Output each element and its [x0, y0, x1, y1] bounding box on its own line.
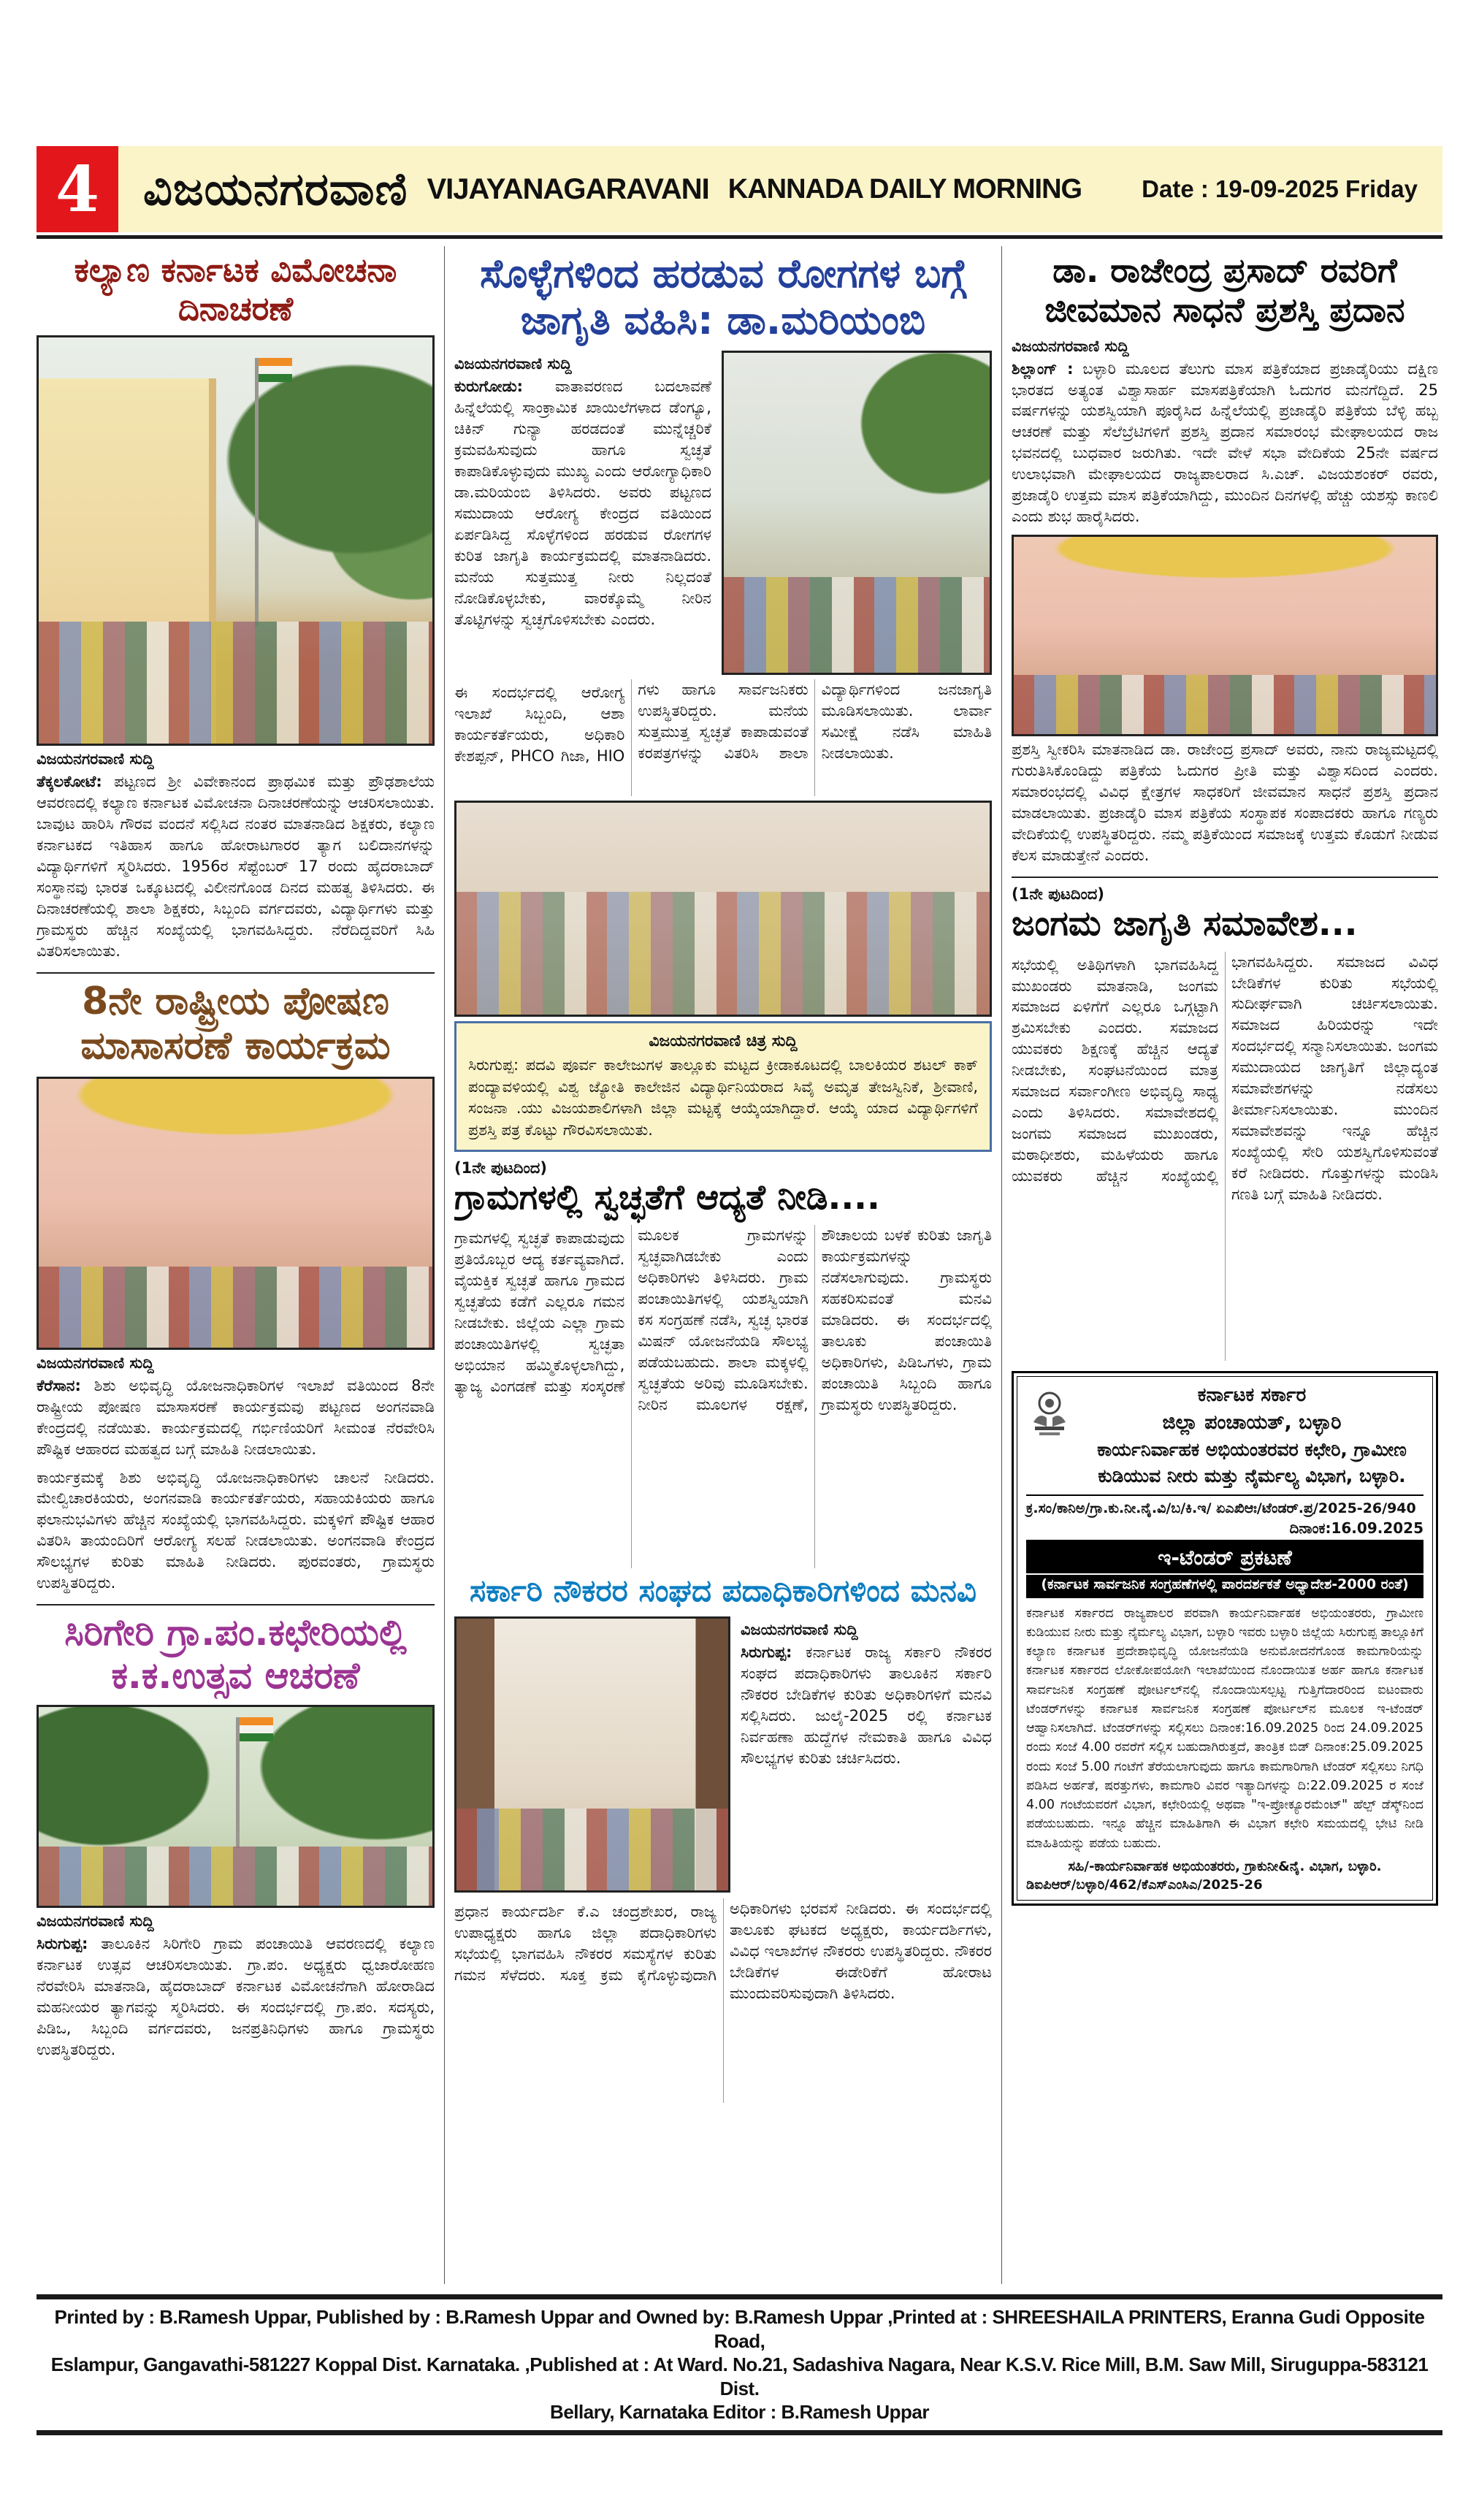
notice-reference-number: ಕ್ರ.ಸಂ/ಕಾನಿಅ/ಗ್ರಾ.ಕು.ನೀ.ನೈ.ವಿ/ಬ/ಕಿ.ಇ/ ಏಎಖಿಆಃ/ಟೆಂಡರ್.ಪ್ರ/2025-26/940	[1026, 1494, 1423, 1516]
crowd-graphic	[39, 1267, 432, 1347]
crowd-graphic	[456, 1809, 728, 1890]
flagpole-graphic	[255, 358, 259, 626]
photo-award-ceremony-group	[1012, 535, 1438, 736]
imprint-footer	[37, 2294, 1442, 2435]
column-divider	[1001, 246, 1002, 2284]
dateline: ಕುರುಗೋಡು:	[454, 378, 524, 396]
masthead-english-title: VIJAYANAGARAVANI	[427, 172, 709, 205]
dateline: ಸಿರುಗುಪ್ಪ:	[741, 1643, 792, 1661]
notice-body: ಕರ್ನಾಟಕ ಸರ್ಕಾರದ ರಾಜ್ಯಪಾಲರ ಪರವಾಗಿ ಕಾರ್ಯನಿರ್ವಾಹಕ ಅಭಿಯಂತರರು, ಗ್ರಾಮೀಣ ಕುಡಿಯುವ ನೀರು ಮತ್ತು ನೈರ್ಮಲ್ಯ ವಿಭಾಗ, ಬಳ್ಳಾರಿ ಇವರು ಬಳ್ಳಾರಿ ಜಿಲ್ಲೆಯ ಸಿರುಗುಪ್ಪ ತಾಲ್ಲೂಕಿಗೆ ಕಲ್ಯಾಣ ಕರ್ನಾಟಕ ಪ್ರದೇಶಾಭಿವೃದ್ಧಿ ಯೋಜನೆಯಡಿ ಅನುಮೋದನೆಗೊಂಡ ಕಾಮಗಾರಿಯನ್ನು ಕರ್ನಾಟಕ ಸರ್ಕಾರದ ಲೋಕೋಪಯೋಗಿ ಇಲಾಖೆಯಿಂದ ನೊಂದಾಯಿತ ಅರ್ಹ ಹಾಗೂ ಕರ್ನಾಟಕ ಸಾರ್ವಜನಿಕ ಸಂಗ್ರಹಣೆ ಪೋರ್ಟಲ್‌ನಲ್ಲಿ ನೊಂದಾಯಿಸಲ್ಪಟ್ಟ ಗುತ್ತಿಗೆದಾರರಿಂದ ಐಟಂವಾರು ಟೆಂಡರ್‌ಗಳನ್ನು ಕರ್ನಾಟಕ ಸಾರ್ವಜನಿಕ ಸಂಗ್ರಹಣೆ ಪೋರ್ಟಲ್‌ನ ಮೂಲಕ ಇ-ಟೆಂಡರ್ ಆಹ್ವಾನಿಸಲಾಗಿದೆ. ಟೆಂಡರ್‌ಗಳನ್ನು ಸಲ್ಲಿಸಲು ದಿನಾಂಕ:16.09.2025 ರಿಂದ 24.09.2025 ರಂದು ಸಂಜೆ 4.00 ರವರೆಗೆ ಸಲ್ಲಿಸ ಬಹುದಾಗಿರುತ್ತದೆ, ತಾಂತ್ರಿಕ ಬಿಡ್ ದಿನಾಂಕ:25.09.2025 ರಂದು ಸಂಜೆ 5.00 ಗಂಟೆಗೆ ತೆರೆಯಲಾಗುವುದು ಹಾಗೂ ಕಾಮಗಾರಿಗಾಗಿ ಟೆಂಡರ್ ಸಲ್ಲಿಸಲು ನಿಗಧಿ ಪಡಿಸಿದ ಅರ್ಹತೆ, ಷರತ್ತುಗಳು, ಕಾಮಗಾರಿ ವಿವರ ಇತ್ಯಾದಿಗಳನ್ನು ದಿ:22.09.2025 ರ ಸಂಜೆ 4.00 ಗಂಟೆಯವರಗೆ ವಿಭಾಗ, ಕಛೇರಿಯಲ್ಲಿ ಅಥವಾ "ಇ-ಪ್ರೋಕ್ಯೂರಮೆಂಟ್" ಹೆಲ್ಪ್ ಡೆಸ್ಕ್‌ನಿಂದ ಪಡೆಯಬಹುದು. ಇನ್ನೂ ಹೆಚ್ಚಿನ ಮಾಹಿತಿಗಾಗಿ ಈ ವಿಭಾಗ ಕಛೇರಿ ಸಮಯದಲ್ಲಿ ಭೇಟಿ ನೀಡಿ ಮಾಹಿತಿಯನ್ನು ಪಡೆಯ ಬಹುದು.	[1026, 1605, 1423, 1851]
article-divider	[1012, 877, 1438, 878]
masthead-banner	[118, 146, 1442, 232]
article-jangama-convention	[1012, 885, 1438, 1360]
body-text: ವಾತಾವರಣದ ಬದಲಾವಣೆ ಹಿನ್ನೆಲೆಯಲ್ಲಿ ಸಾಂಕ್ರಾಮಿಕ ಖಾಯಿಲೆಗಳಾದ ಡೆಂಗ್ಯೂ, ಚಿಕಿನ್ ಗುನ್ಯಾ ಹರಡದಂತೆ ಮುನ್ನೆಚ್ಚರಿಕೆ ಕ್ರಮವಹಿಸುವುದು ಹಾಗೂ ಸ್ವಚ್ಛತೆ ಕಾಪಾಡಿಕೊಳ್ಳುವುದು ಮುಖ್ಯ ಎಂದು ಆರೋಗ್ಯಾಧಿಕಾರಿ ಡಾ.ಮರಿಯಂಬಿ ತಿಳಿಸಿದರು. ಅವರು ಪಟ್ಟಣದ ಸಮುದಾಯ ಆರೋಗ್ಯ ಕೇಂದ್ರದ ವತಿಯಿಂದ ಏರ್ಪಡಿಸಿದ್ದ ಸೊಳ್ಳೆಗಳಿಂದ ಹರಡುವ ರೋಗಗಳ ಕುರಿತ ಜಾಗೃತಿ ಕಾರ್ಯಕ್ರಮದಲ್ಲಿ ಮಾತನಾಡಿದರು. ಮನೆಯ ಸುತ್ತಮುತ್ತ ನೀರು ನಿಲ್ಲದಂತೆ ನೋಡಿಕೊಳ್ಳಬೇಕು, ವಾರಕ್ಕೊಮ್ಮೆ ನೀರಿನ ತೊಟ್ಟಿಗಳನ್ನು ಸ್ವಚ್ಛಗೊಳಿಸಬೇಕು ಎಂದರು.	[454, 378, 711, 629]
crowd-graphic	[456, 892, 990, 1015]
center-column	[454, 246, 992, 2284]
dateline: ಶಿಲ್ಲಾಂಗ್ :	[1012, 359, 1074, 378]
body-text: ಬಳ್ಳಾರಿ ಮೂಲದ ತೆಲುಗು ಮಾಸ ಪತ್ರಿಕೆಯಾದ ಪ್ರಜಾಡೈರಿಯು ದಕ್ಷಿಣ ಭಾರತದ ಅತ್ಯಂತ ವಿಶ್ವಾಸಾರ್ಹ ಮಾಸಪತ್ರಿಕೆಯಾಗಿ ಓದುಗರ ಮನಗೆದ್ದಿದೆ. 25 ವರ್ಷಗಳನ್ನು ಯಶಸ್ವಿಯಾಗಿ ಪೂರೈಸಿದ ಹಿನ್ನೆಲೆಯಲ್ಲಿ ಪ್ರಜಾಡೈರಿ ಪತ್ರಿಕೆಯ ಬೆಳ್ಳಿ ಹಬ್ಬ ಆಚರಣೆ ಮತ್ತು ಸೆಲೆಬ್ರೆಟಿಗಳಿಗೆ ಪ್ರಶಸ್ತಿ ಪ್ರದಾನ ಸಮಾರಂಭ ಮೇಘಾಲಯದ ರಾಜ ಭವನದಲ್ಲಿ ಬುಧವಾರ ಜರುಗಿತು. ಇದೇ ವೇಳೆ ಸಭಾ ವೇದಿಕೆಯ 25ನೇ ವರ್ಷದ ಉಲಾಭವಾಗಿ ಮೇಘಾಲಯದ ರಾಜ್ಯಪಾಲರಾದ ಸಿ.ಎಚ್. ವಿಜಯಶಂಕರ್ ರವರು, ಪ್ರಜಾಡೈರಿ ಉತ್ತಮ ಮಾಸ ಪತ್ರಿಕೆಯಾಗಿದ್ದು, ಮುಂದಿನ ದಿನಗಳಲ್ಲಿ ಹೆಚ್ಚು ಯಶಸ್ಸು ಕಾಣಲಿ ಎಂದು ಶುಭ ಹಾರೈಸಿದರು.	[1012, 359, 1438, 526]
byline: ವಿಜಯನಗರವಾಣಿ ಸುದ್ದಿ	[37, 1912, 154, 1931]
notice-dipr-number: ಡಿಐಪಿಆರ್/ಬಳ್ಳಾರಿ/462/ಕೆಎಸ್ಎಂಸಿಎ/2025-26	[1026, 1876, 1263, 1893]
dateline: ಕೆರೆಸಾನ:	[37, 1376, 81, 1394]
caption-text: ಸಿರುಗುಪ್ಪ: ಪದವಿ ಪೂರ್ವ ಕಾಲೇಜುಗಳ ತಾಲ್ಲೂಕು ಮಟ್ಟದ ಕ್ರೀಡಾಕೂಟದಲ್ಲಿ ಬಾಲಕಿಯರ ಶಟಲ್ ಕಾಕ್ ಪಂದ್ಯಾವಳಿಯಲ್ಲಿ ವಿಶ್ವ ಜ್ಯೋತಿ ಕಾಲೇಜಿನ ವಿದ್ಯಾರ್ಥಿನಿಯರಾದ ಸಿವೈ ಅಮೃತ ತೇಜಸ್ವಿನಿಕೆ, ಶ್ರೀವಾಣಿ, ಸಂಜನಾ .ಯು ವಿಜಯಶಾಲಿಗಳಾಗಿ ಜಿಲ್ಲಾ ಮಟ್ಟಕ್ಕೆ ಆಯ್ಕೆಯಾಗಿದ್ದಾರೆ. ಆಯ್ಕೆ ಯಾದ ವಿದ್ಯಾರ್ಥಿಗಳಿಗೆ ಪ್ರಶಸ್ತಿ ಪತ್ರ ಕೊಟ್ಟು ಗೌರವಿಸಲಾಯಿತು.	[468, 1056, 978, 1139]
masthead-tagline: KANNADA DAILY MORNING	[727, 173, 1082, 205]
tender-notice-box	[1012, 1371, 1438, 1906]
article-divider	[37, 1604, 435, 1605]
body-text: ಸಭೆಯಲ್ಲಿ ಅತಿಥಿಗಳಾಗಿ ಭಾಗವಹಿಸಿದ್ದ ಮುಖಂಡರು ಮಾತನಾಡಿ, ಜಂಗಮ ಸಮಾಜದ ಏಳಿಗೆಗೆ ಎಲ್ಲರೂ ಒಗ್ಗಟ್ಟಾಗಿ ಶ್ರಮಿಸಬೇಕು ಎಂದರು. ಸಮಾಜದ ಯುವಕರು ಶಿಕ್ಷಣಕ್ಕೆ ಹೆಚ್ಚಿನ ಆದ್ಯತೆ ನೀಡಬೇಕು, ಸಂಘಟನೆಯಿಂದ ಮಾತ್ರ ಸಮಾಜದ ಸರ್ವಾಂಗೀಣ ಅಭಿವೃದ್ಧಿ ಸಾಧ್ಯ ಎಂದು ತಿಳಿಸಿದರು. ಸಮಾವೇಶದಲ್ಲಿ ಜಂಗಮ ಸಮಾಜದ ಮುಖಂಡರು, ಮಠಾಧೀಶರು, ಮಹಿಳೆಯರು ಹಾಗೂ ಯುವಕರು ಹೆಚ್ಚಿನ ಸಂಖ್ಯೆಯಲ್ಲಿ ಭಾಗವಹಿಸಿದ್ದರು. ಸಮಾಜದ ವಿವಿಧ ಬೇಡಿಕೆಗಳ ಕುರಿತು ಸಭೆಯಲ್ಲಿ ಸುದೀರ್ಘವಾಗಿ ಚರ್ಚಿಸಲಾಯಿತು. ಸಮಾಜದ ಹಿರಿಯರನ್ನು ಇದೇ ಸಂದರ್ಭದಲ್ಲಿ ಸನ್ಮಾನಿಸಲಾಯಿತು. ಜಂಗಮ ಸಮುದಾಯದ ಜಾಗೃತಿಗೆ ಜಿಲ್ಲಾದ್ಯಂತ ಸಮಾವೇಶಗಳನ್ನು ನಡೆಸಲು ತೀರ್ಮಾನಿಸಲಾಯಿತು. ಮುಂದಿನ ಸಮಾವೇಶವನ್ನು ಇನ್ನೂ ಹೆಚ್ಚಿನ ಸಂಖ್ಯೆಯಲ್ಲಿ ಸೇರಿ ಯಶಸ್ವಿಗೊಳಿಸುವಂತೆ ಕರೆ ನೀಡಿದರು. ಗೊತ್ತುಗಳನ್ನು ಮಂಡಿಸಿ ಗಣತಿ ಬಗ್ಗೆ ಮಾಹಿತಿ ನೀಡಿದರು.	[1012, 952, 1438, 1204]
article-divider	[37, 972, 435, 974]
body-text: ಪ್ರಧಾನ ಕಾರ್ಯದರ್ಶಿ ಕೆ.ಎ ಚಂದ್ರಶೇಖರ, ರಾಜ್ಯ ಉಪಾಧ್ಯಕ್ಷರು ಹಾಗೂ ಜಿಲ್ಲಾ ಪದಾಧಿಕಾರಿಗಳು ಸಭೆಯಲ್ಲಿ ಭಾಗವಹಿಸಿ ನೌಕರರ ಸಮಸ್ಯೆಗಳ ಕುರಿತು ಗಮನ ಸೆಳೆದರು. ಸೂಕ್ತ ಕ್ರಮ ಕೈಗೊಳ್ಳುವುದಾಗಿ ಅಧಿಕಾರಿಗಳು ಭರವಸೆ ನೀಡಿದರು. ಈ ಸಂದರ್ಭದಲ್ಲಿ ತಾಲೂಕು ಘಟಕದ ಅಧ್ಯಕ್ಷರು, ಕಾರ್ಯದರ್ಶಿಗಳು, ವಿವಿಧ ಇಲಾಖೆಗಳ ನೌಕರರು ಉಪಸ್ಥಿತರಿದ್ದರು. ನೌಕರರ ಬೇಡಿಕೆಗಳ ಈಡೇರಿಕೆಗೆ ಹೋರಾಟ ಮುಂದುವರಿಸುವುದಾಗಿ ತಿಳಿಸಿದರು.	[454, 1900, 992, 2002]
headline-sirigeri-utsava: ಸಿರಿಗೇರಿ ಗ್ರಾ.ಪಂ.ಕಛೇರಿಯಲ್ಲಿ ಕ.ಕ.ಉತ್ಸವ ಆಚರಣೆ	[64, 1611, 407, 1698]
body-text: ಪಟ್ಟಣದ ಶ್ರೀ ವಿವೇಕಾನಂದ ಪ್ರಾಥಮಿಕ ಮತ್ತು ಪ್ರೌಢಶಾಲೆಯ ಆವರಣದಲ್ಲಿ ಕಲ್ಯಾಣ ಕರ್ನಾಟಕ ವಿಮೋಚನಾ ದಿನಾಚರಣೆಯನ್ನು ಆಚರಿಸಲಾಯಿತು. ಬಾವುಟ ಹಾರಿಸಿ ಗೌರವ ವಂದನೆ ಸಲ್ಲಿಸಿದ ನಂತರ ಮಾತನಾಡಿದ ಶಿಕ್ಷಕರು, ಕಲ್ಯಾಣ ಕರ್ನಾಟಕದ ಇತಿಹಾಸ ಹಾಗೂ ಹೋರಾಟಗಾರರ ತ್ಯಾಗ ಬಲಿದಾನಗಳನ್ನು ವಿದ್ಯಾರ್ಥಿಗಳಿಗೆ ಸ್ಮರಿಸಿದರು. 1956ರ ಸೆಪ್ಟೆಂಬರ್ 17 ರಂದು ಹೈದರಾಬಾದ್ ಸಂಸ್ಥಾನವು ಭಾರತ ಒಕ್ಕೂಟದಲ್ಲಿ ವಿಲೀನಗೊಂಡ ದಿನದ ಮಹತ್ವ ತಿಳಿಸಿದರು. ಈ ದಿನಾಚರಣೆಯಲ್ಲಿ ಶಾಲಾ ಶಿಕ್ಷಕರು, ಸಿಬ್ಬಂದಿ ವರ್ಗದವರು, ವಿದ್ಯಾರ್ಥಿಗಳು ಮತ್ತು ಗ್ರಾಮಸ್ಥರು ಹೆಚ್ಚಿನ ಸಂಖ್ಯೆಯಲ್ಲಿ ಭಾಗವಹಿಸಿದ್ದರು. ನೆರೆದಿದ್ದವರಿಗೆ ಸಿಹಿ ವಿತರಿಸಲಾಯಿತು.	[37, 773, 435, 960]
article-body-continued	[454, 1898, 992, 2103]
article-body	[741, 1642, 992, 1769]
dateline: ಸಿರುಗುಪ್ಪ:	[37, 1935, 88, 1953]
article-body	[37, 1375, 435, 1460]
body-text: ತಾಲೂಕಿನ ಸಿರಿಗೇರಿ ಗ್ರಾಮ ಪಂಚಾಯಿತಿ ಆವರಣದಲ್ಲಿ ಕಲ್ಯಾಣ ಕರ್ನಾಟಕ ಉತ್ಸವ ಆಚರಿಸಲಾಯಿತು. ಗ್ರಾ.ಪಂ. ಅಧ್ಯಕ್ಷರು ಧ್ವಜಾರೋಹಣ ನೆರವೇರಿಸಿ ಮಾತನಾಡಿ, ಹೈದರಾಬಾದ್ ಕರ್ನಾಟಕ ವಿಮೋಚನೆಗಾಗಿ ಹೋರಾಡಿದ ಮಹನೀಯರ ತ್ಯಾಗವನ್ನು ಸ್ಮರಿಸಿದರು. ಈ ಸಂದರ್ಭದಲ್ಲಿ ಗ್ರಾ.ಪಂ. ಸದಸ್ಯರು, ಪಿಡಿಒ, ಸಿಬ್ಬಂದಿ ವರ್ಗದವರು, ಜನಪ್ರತಿನಿಧಿಗಳು ಹಾಗೂ ಗ್ರಾಮಸ್ಥರು ಉಪಸ್ಥಿತರಿದ್ದರು.	[37, 1935, 435, 2059]
article-body	[37, 771, 435, 962]
headline-poshan-month: 8ನೇ ರಾಷ್ಟ್ರೀಯ ಪೋಷಣ ಮಾಸಾಸರಣೆ ಕಾರ್ಯಕ್ರಮ	[80, 979, 391, 1069]
body-text: ಗ್ರಾಮಗಳಲ್ಲಿ ಸ್ವಚ್ಛತೆ ಕಾಪಾಡುವುದು ಪ್ರತಿಯೊಬ್ಬರ ಆದ್ಯ ಕರ್ತವ್ಯವಾಗಿದೆ. ವೈಯಕ್ತಿಕ ಸ್ವಚ್ಛತೆ ಹಾಗೂ ಗ್ರಾಮದ ಸ್ವಚ್ಛತೆಯ ಕಡೆಗೆ ಎಲ್ಲರೂ ಗಮನ ನೀಡಬೇಕು. ಜಿಲ್ಲೆಯ ಎಲ್ಲಾ ಗ್ರಾಮ ಪಂಚಾಯಿತಿಗಳಲ್ಲಿ ಸ್ವಚ್ಛತಾ ಅಭಿಯಾನ ಹಮ್ಮಿಕೊಳ್ಳಲಾಗಿದ್ದು, ತ್ಯಾಜ್ಯ ವಿಂಗಡಣೆ ಮತ್ತು ಸಂಸ್ಕರಣೆ ಮೂಲಕ ಗ್ರಾಮಗಳನ್ನು ಸ್ವಚ್ಛವಾಗಿಡಬೇಕು ಎಂದು ಅಧಿಕಾರಿಗಳು ತಿಳಿಸಿದರು. ಗ್ರಾಮ ಪಂಚಾಯಿತಿಗಳಲ್ಲಿ ಯಶಸ್ವಿಯಾಗಿ ಕಸ ಸಂಗ್ರಹಣೆ ನಡೆಸಿ, ಸ್ವಚ್ಛ ಭಾರತ ಮಿಷನ್ ಯೋಜನೆಯಡಿ ಸೌಲಭ್ಯ ಪಡೆಯಬಹುದು. ಶಾಲಾ ಮಕ್ಕಳಲ್ಲಿ ಸ್ವಚ್ಛತೆಯ ಅರಿವು ಮೂಡಿಸಬೇಕು. ನೀರಿನ ಮೂಲಗಳ ರಕ್ಷಣೆ, ಶೌಚಾಲಯ ಬಳಕೆ ಕುರಿತು ಜಾಗೃತಿ ಕಾರ್ಯಕ್ರಮಗಳನ್ನು ನಡೆಸಲಾಗುವುದು. ಗ್ರಾಮಸ್ಥರು ಸಹಕರಿಸುವಂತೆ ಮನವಿ ಮಾಡಿದರು. ಈ ಸಂದರ್ಭದಲ್ಲಿ ತಾಲೂಕು ಪಂಚಾಯಿತಿ ಅಧಿಕಾರಿಗಳು, ಪಿಡಿಒಗಳು, ಗ್ರಾಮ ಪಂಚಾಯಿತಿ ಸಿಬ್ಬಂದಿ ಹಾಗೂ ಗ್ರಾಮಸ್ಥರು ಉಪಸ್ಥಿತರಿದ್ದರು.	[454, 1226, 992, 1414]
article-sirigeri-utsava	[37, 1611, 435, 2061]
imprint-line-3: Bellary, Karnataka Editor : B.Ramesh Uppar	[550, 2401, 929, 2423]
caption-title: ವಿಜಯನಗರವಾಣಿ ಚಿತ್ರ ಸುದ್ದಿ	[649, 1032, 798, 1051]
article-poshan-month	[37, 980, 435, 1594]
byline: ವಿಜಯನಗರವಾಣಿ ಸುದ್ದಿ	[37, 750, 154, 768]
byline: ವಿಜಯನಗರವಾಣಿ ಸುದ್ದಿ	[1012, 337, 1129, 355]
byline: ವಿಜಯನಗರವಾಣಿ ಸುದ್ದಿ	[741, 1621, 858, 1638]
page-columns	[37, 246, 1442, 2284]
article-body	[454, 1225, 992, 1568]
notice-subtitle: (ಕರ್ನಾಟಕ ಸಾರ್ವಜನಿಕ ಸಂಗ್ರಹಣೆಗಳಲ್ಲಿ ಪಾರದರ್ಶಕತೆ ಅಧ್ಯಾದೇಶ-2000 ರಂತೆ)	[1026, 1573, 1423, 1598]
crowd-graphic	[39, 1847, 432, 1906]
article-body-2: ಪ್ರಶಸ್ತಿ ಸ್ವೀಕರಿಸಿ ಮಾತನಾಡಿದ ಡಾ. ರಾಜೇಂದ್ರ ಪ್ರಸಾದ್ ಅವರು, ನಾನು ರಾಜ್ಯಮಟ್ಟದಲ್ಲಿ ಗುರುತಿಸಿಕೊಂಡಿದ್ದು ಪತ್ರಿಕೆಯ ಓದುಗರ ಪ್ರೀತಿ ಮತ್ತು ವಿಶ್ವಾಸದಿಂದ ಎಂದರು. ಸಮಾರಂಭದಲ್ಲಿ ವಿವಿಧ ಕ್ಷೇತ್ರಗಳ ಸಾಧಕರಿಗೆ ಜೀವಮಾನ ಸಾಧನೆ ಪ್ರಶಸ್ತಿ ಪ್ರದಾನ ಮಾಡಲಾಯಿತು. ಪ್ರಜಾಡೈರಿ ಮಾಸ ಪತ್ರಿಕೆಯ ಸಂಸ್ಥಾಪಕ ಸಂಪಾದಕರು ಹಾಗೂ ಗಣ್ಯರು ವೇದಿಕೆಯಲ್ಲಿ ಉಪಸ್ಥಿತರಿದ್ದರು. ನಮ್ಮ ಪತ್ರಿಕೆಯಿಂದ ಸಮಾಜಕ್ಕೆ ಉತ್ತಮ ಕೊಡುಗೆ ನೀಡುವ ಕೆಲಸ ಮಾಡುತ್ತೇನೆ ಎಂದರು.	[1012, 741, 1438, 865]
tender-notice-inner	[1017, 1376, 1433, 1901]
continued-from-page1: (1ನೇ ಪುಟದಿಂದ)	[454, 1159, 547, 1177]
masthead-kannada-title: ವಿಜಯನಗರವಾಣಿ	[143, 162, 408, 215]
right-column	[1012, 246, 1438, 2284]
notice-title: ಇ-ಟೆಂಡರ್ ಪ್ರಕಟಣೆ	[1026, 1540, 1423, 1573]
crowd-graphic	[1014, 675, 1436, 734]
article-body	[37, 1933, 435, 2061]
headline-liberation-day: ಕಲ್ಯಾಣ ಕರ್ನಾಟಕ ವಿಮೋಚನಾ ದಿನಾಚರಣೆ	[74, 251, 397, 329]
article-body-2: ಕಾರ್ಯಕ್ರಮಕ್ಕೆ ಶಿಶು ಅಭಿವೃದ್ಧಿ ಯೋಜನಾಧಿಕಾರಿಗಳು ಚಾಲನೆ ನೀಡಿದರು. ಮೇಲ್ವಿಚಾರಕಿಯರು, ಅಂಗನವಾಡಿ ಕಾರ್ಯಕರ್ತೆಯರು, ಸಹಾಯಕಿಯರು ಹಾಗೂ ಫಲಾನುಭವಿಗಳು ಹೆಚ್ಚಿನ ಸಂಖ್ಯೆಯಲ್ಲಿ ಭಾಗವಹಿಸಿದ್ದರು. ಮಕ್ಕಳಿಗೆ ಪೌಷ್ಟಿಕ ಆಹಾರ ವಿತರಿಸಿ ತಾಯಂದಿರಿಗೆ ಆರೋಗ್ಯ ಸಲಹೆ ನೀಡಲಾಯಿತು. ಅಂಗನವಾಡಿ ಕೇಂದ್ರದ ಸೌಲಭ್ಯಗಳ ಕುರಿತು ಮಾಹಿತಿ ನೀಡಿದರು. ಪುರವಂತರು, ಗ್ರಾಮಸ್ಥರು ಉಪಸ್ಥಿತರಿದ್ದರು.	[37, 1468, 435, 1592]
photo-poshan-programme	[37, 1077, 435, 1350]
notice-org-line2: ಜಿಲ್ಲಾ ಪಂಚಾಯತ್, ಬಳ್ಳಾರಿ	[1162, 1410, 1342, 1434]
body-text: ಈ ಸಂದರ್ಭದಲ್ಲಿ ಆರೋಗ್ಯ ಇಲಾಖೆ ಸಿಬ್ಬಂದಿ, ಆಶಾ ಕಾರ್ಯಕರ್ತೆಯರು, ಅಧಿಕಾರಿ ಕೇಶಪ್ಪನ್, PHCO ಗಿಜಾ, HIO ಗಳು ಹಾಗೂ ಸಾರ್ವಜನಿಕರು ಉಪಸ್ಥಿತರಿದ್ದರು. ಮನೆಯ ಸುತ್ತಮುತ್ತ ಸ್ವಚ್ಛತೆ ಕಾಪಾಡುವಂತೆ ಕರಪತ್ರಗಳನ್ನು ವಿತರಿಸಿ ಶಾಲಾ ವಿದ್ಯಾರ್ಥಿಗಳಿಂದ ಜನಜಾಗೃತಿ ಮೂಡಿಸಲಾಯಿತು. ಲಾರ್ವಾ ಸಮೀಕ್ಷೆ ನಡೆಸಿ ಮಾಹಿತಿ ನೀಡಲಾಯಿತು.	[454, 681, 992, 765]
article-mosquito-awareness	[454, 251, 992, 796]
masthead-date: Date : 19-09-2025 Friday	[1142, 175, 1418, 202]
headline-jangama-convention: ಜಂಗಮ ಜಾಗೃತಿ ಸಮಾವೇಶ...	[1012, 904, 1358, 944]
page-number: 4	[37, 146, 118, 232]
byline: ವಿಜಯನಗರವಾಣಿ ಸುದ್ದಿ	[37, 1353, 154, 1372]
masthead-rule	[37, 235, 1442, 239]
article-liberation-day	[37, 251, 435, 962]
body-text: ಶಿಶು ಅಭಿವೃದ್ಧಿ ಯೋಜನಾಧಿಕಾರಿಗಳ ಇಲಾಖೆ ವತಿಯಿಂದ 8ನೇ ರಾಷ್ಟ್ರೀಯ ಪೋಷಣ ಮಾಸಾಸರಣೆ ಕಾರ್ಯಕ್ರಮವು ಪಟ್ಟಣದ ಅಂಗನವಾಡಿ ಕೇಂದ್ರದಲ್ಲಿ ನಡೆಯಿತು. ಕಾರ್ಯಕ್ರಮದಲ್ಲಿ ಗರ್ಭಿಣಿಯರಿಗೆ ಸೀಮಂತ ನೆರವೇರಿಸಿ ಪೌಷ್ಟಿಕ ಆಹಾರದ ಮಹತ್ವದ ಬಗ್ಗೆ ಮಾಹಿತಿ ನೀಡಲಾಯಿತು.	[37, 1376, 435, 1458]
india-flag-graphic	[240, 1717, 273, 1741]
article-body-continued	[454, 679, 992, 796]
headline-mosquito-awareness: ಸೊಳ್ಳೆಗಳಿಂದ ಹರಡುವ ರೋಗಗಳ ಬಗ್ಗೆ ಜಾಗೃತಿ ವಹಿಸಿ: ಡಾ.ಮರಿಯಂಬಿ	[480, 251, 966, 343]
body-text: ಕರ್ನಾಟಕ ರಾಜ್ಯ ಸರ್ಕಾರಿ ನೌಕರರ ಸಂಘದ ಪದಾಧಿಕಾರಿಗಳು ತಾಲೂಕಿನ ಸರ್ಕಾರಿ ನೌಕರರ ಬೇಡಿಕೆಗಳ ಕುರಿತು ಅಧಿಕಾರಿಗಳಿಗೆ ಮನವಿ ಸಲ್ಲಿಸಿದರು. ಜುಲೈ-2025 ರಲ್ಲಿ ಕರ್ನಾಟಕ ನಿರ್ವಹಣಾ ಹುದ್ದೆಗಳ ನೇಮಕಾತಿ ಹಾಗೂ ವಿವಿಧ ಸೌಲಭ್ಯಗಳ ಕುರಿತು ಚರ್ಚಿಸಿದರು.	[741, 1643, 992, 1767]
notice-signoff: ಸಹಿ/-ಕಾರ್ಯನಿರ್ವಾಹಕ ಅಭಿಯಂತರರು, ಗ್ರಾಕುನೀ&ನೈ. ವಿಭಾಗ, ಬಳ್ಳಾರಿ.	[1068, 1858, 1382, 1874]
crowd-graphic	[39, 622, 432, 744]
left-column	[37, 246, 435, 2284]
notice-org-line3: ಕಾರ್ಯನಿರ್ವಾಹಕ ಅಭಿಯಂತರವರ ಕಛೇರಿ, ಗ್ರಾಮೀಣ	[1097, 1438, 1407, 1460]
notice-org-line4: ಕುಡಿಯುವ ನೀರು ಮತ್ತು ನೈರ್ಮಲ್ಯ ವಿಭಾಗ, ಬಳ್ಳಾರಿ.	[1098, 1465, 1406, 1486]
imprint-line-2: Eslampur, Gangavathi-581227 Koppal Dist. Karnataka. ,Published at : At Ward. No.21, Sadashiva Nagara, Near K.S.V. Rice Mill, B.M. Saw Mill, Siruguppa-583121 Dist.	[50, 2353, 1429, 2399]
crowd-graphic	[724, 577, 990, 673]
tender-notice-org	[1080, 1384, 1423, 1487]
headline-village-cleanliness: ಗ್ರಾಮಗಳಲ್ಲಿ ಸ್ವಚ್ಛತೆಗೆ ಆದ್ಯತೆ ನೀಡಿ....	[454, 1177, 880, 1218]
notice-date: ದಿನಾಂಕ:16.09.2025	[1289, 1519, 1423, 1537]
headline-lifetime-achievement: ಡಾ. ರಾಜೇಂದ್ರ ಪ್ರಸಾದ್ ರವರಿಗೆ ಜೀವಮಾನ ಸಾಧನೆ ಪ್ರಶಸ್ತಿ ಪ್ರದಾನ	[1044, 251, 1405, 330]
byline: ವಿಜಯನಗರವಾಣಿ ಸುದ್ದಿ	[454, 355, 572, 373]
article-lifetime-achievement-award	[1012, 251, 1438, 866]
article-body	[1012, 952, 1438, 1361]
karnataka-emblem-icon	[1026, 1384, 1073, 1443]
photo-caption-box	[454, 1021, 992, 1152]
photo-sirigeri-panchayat	[37, 1705, 435, 1908]
photo-flag-hoisting-ceremony	[37, 335, 435, 746]
photo-health-awareness-camp	[722, 351, 992, 675]
article-employees-memorandum	[454, 1573, 992, 2103]
photo-memorandum-handover	[454, 1616, 730, 1893]
article-body	[454, 376, 711, 630]
notice-org-line1: ಕರ್ನಾಟಕ ಸರ್ಕಾರ	[1197, 1383, 1307, 1406]
dateline: ತೆಕ್ಕಲಕೋಟೆ:	[37, 773, 102, 791]
india-flag-graphic	[259, 358, 292, 382]
article-village-cleanliness	[454, 1159, 992, 1568]
column-divider	[444, 246, 445, 2284]
photo-sports-winners-group	[454, 801, 992, 1017]
headline-employees-memorandum: ಸರ್ಕಾರಿ ನೌಕರರ ಸಂಘದ ಪದಾಧಿಕಾರಿಗಳಿಂದ ಮನವಿ	[470, 1573, 977, 1609]
continued-from-page1: (1ನೇ ಪುಟದಿಂದ)	[1012, 885, 1104, 904]
imprint-line-1: Printed by : B.Ramesh Uppar, Published by : B.Ramesh Uppar and Owned by: B.Ramesh Uppar ,Printed at : SHREESHAILA PRINTERS, Eranna Gudi Opposite Road,	[54, 2306, 1425, 2352]
article-body	[1012, 359, 1438, 528]
masthead	[37, 146, 1442, 232]
